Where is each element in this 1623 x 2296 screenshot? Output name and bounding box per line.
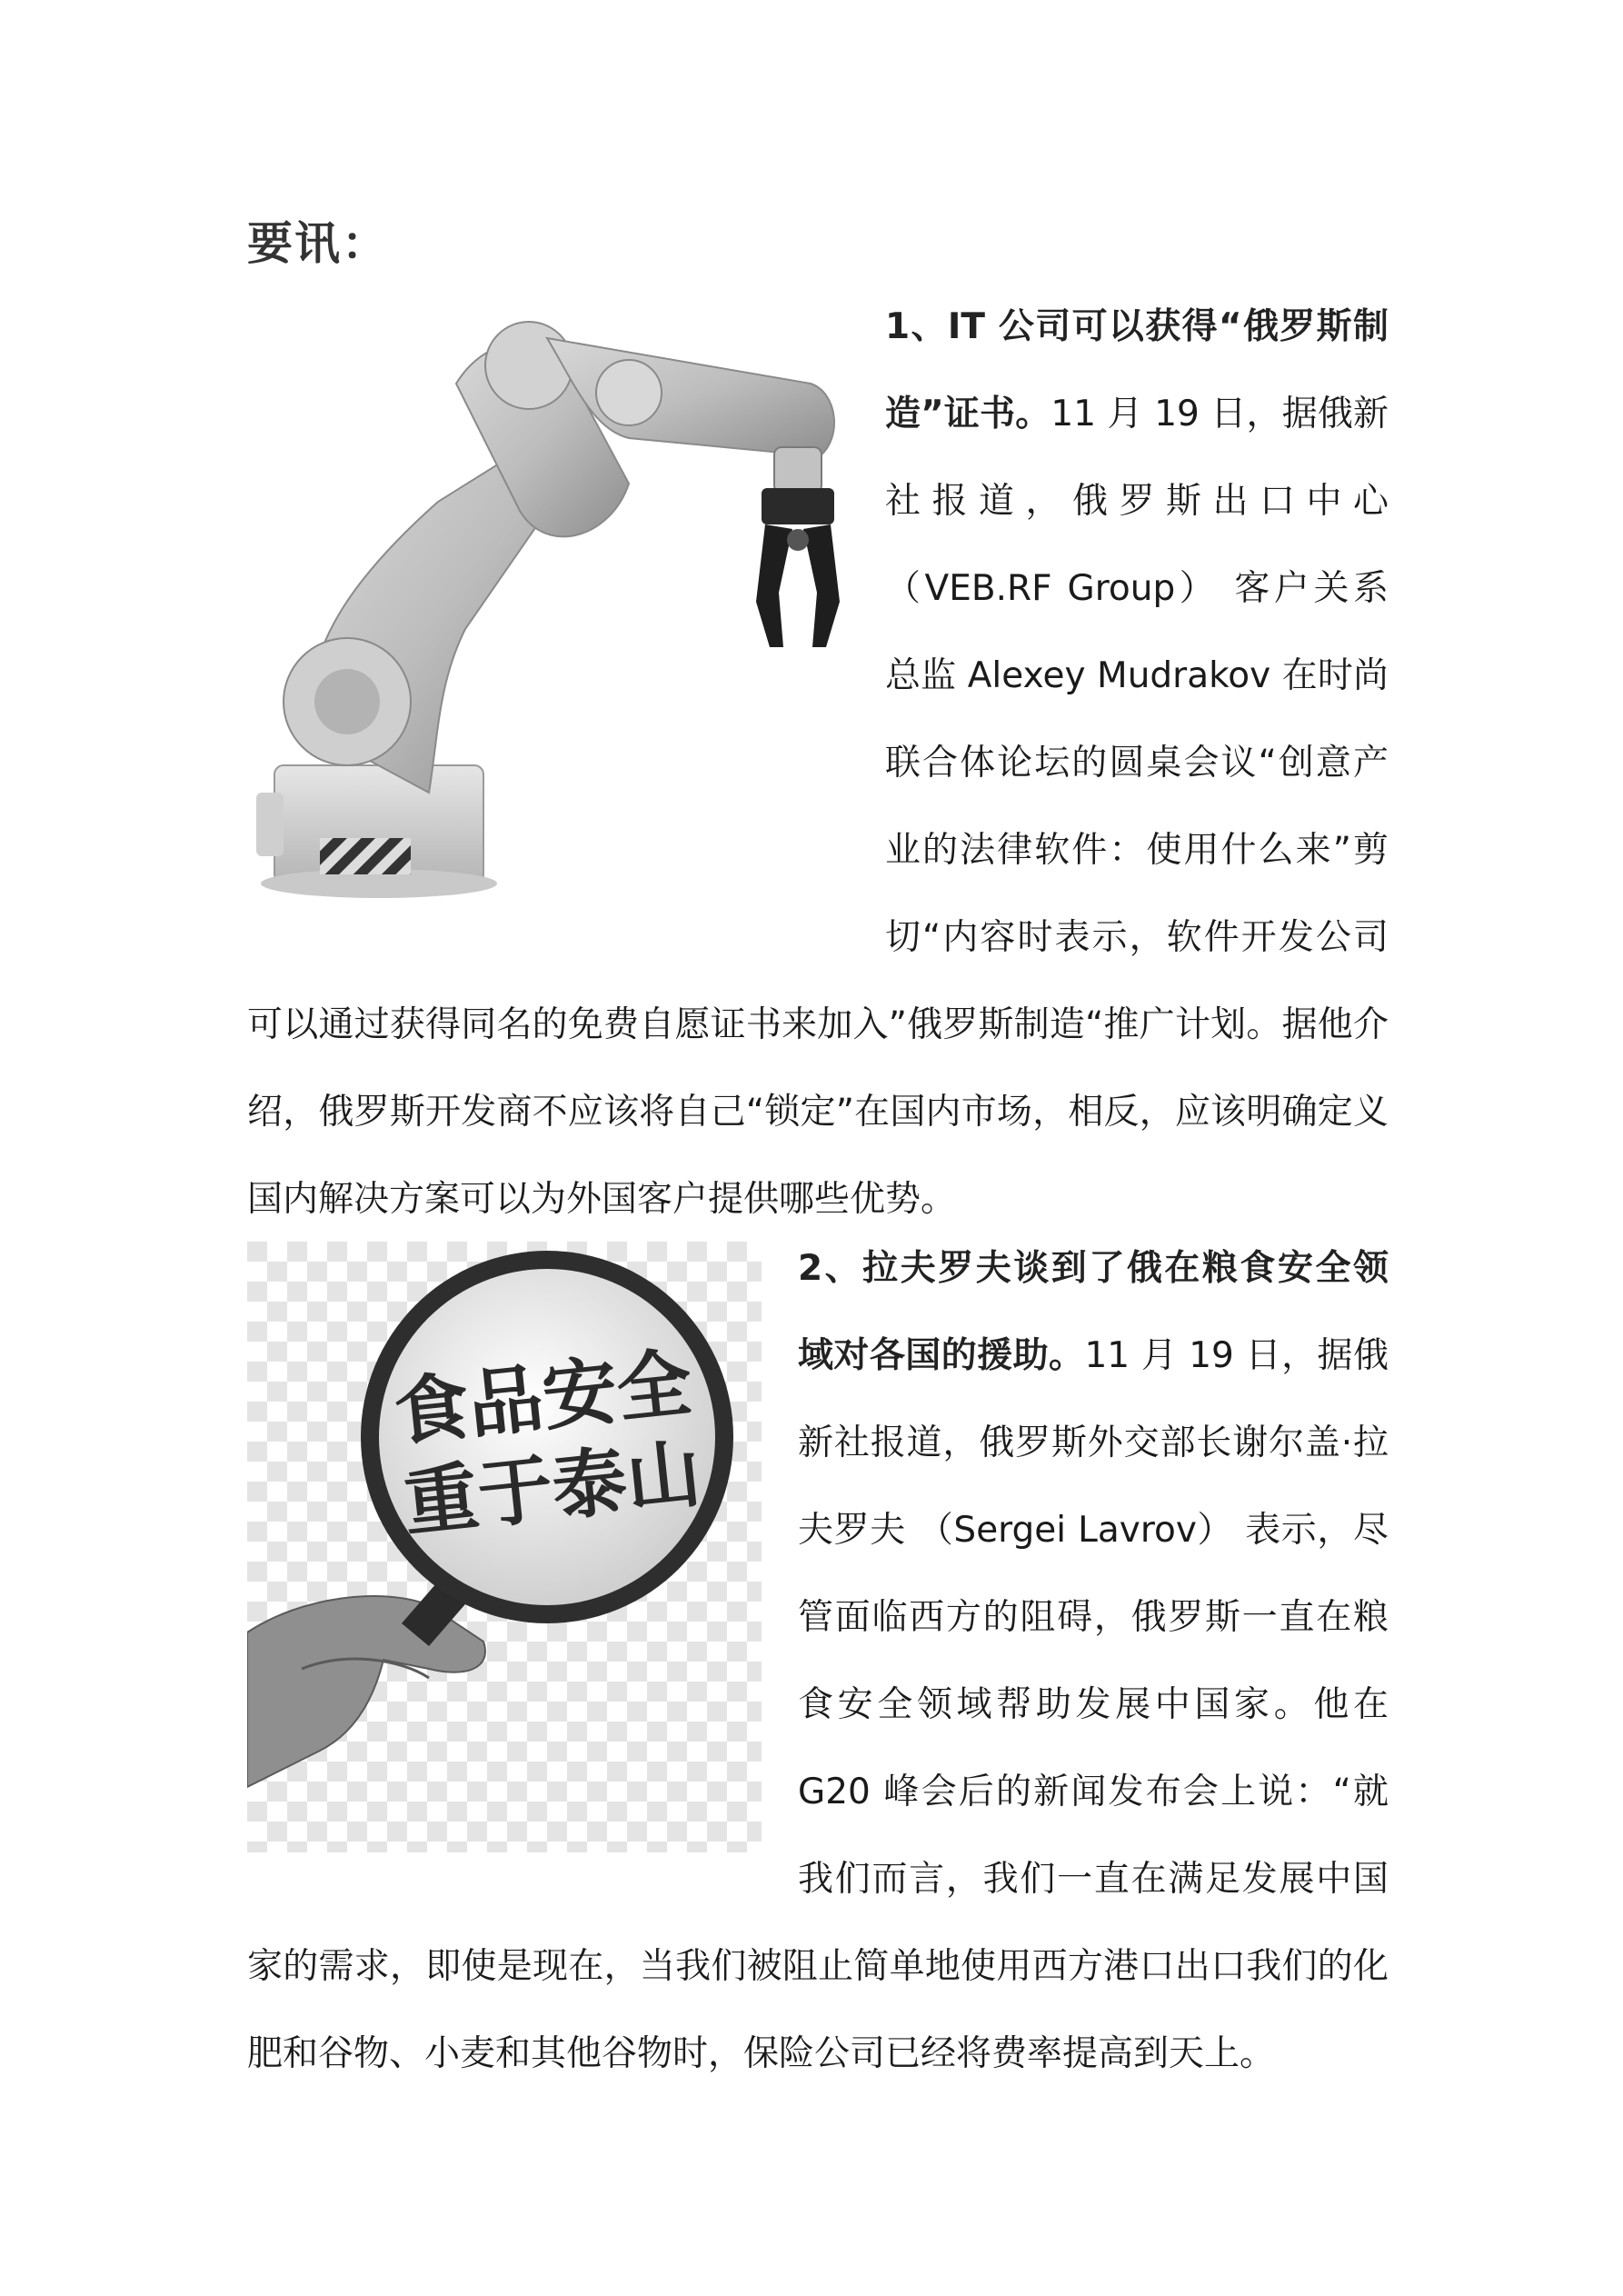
article-food-security xyxy=(247,1225,1389,2098)
article-it-certificate xyxy=(247,284,1389,1243)
article-1-body: 11 月 19 日，据俄新社报道，俄罗斯出口中心（VEB.RF Group） 客户关系总监 Alexey Mudrakov 在时尚联合体论坛的圆桌会议“创意产业的法律软件：使用什么来”剪切“内容时表示，软件开发公司可以通过获得同名的免费自愿证书来加入”俄罗斯制造“推广计划。据他介绍，俄罗斯开发商不应该将自己“锁定”在国内市场，相反，应该明确定义国内解决方案可以为外国客户提供哪些优势。 xyxy=(247,394,1389,1220)
article-1-lead: 1、IT 公司可以获得“俄罗斯制造”证书。 xyxy=(885,306,1389,434)
magnifier-text-line-1: 食品安全 xyxy=(390,1340,696,1458)
magnifier-image xyxy=(247,1242,762,1852)
page-heading: 要讯： xyxy=(247,217,389,270)
article-2-lead: 2、拉夫罗夫谈到了俄在粮食安全领域对各国的援助。 xyxy=(798,1248,1389,1376)
magnifier-text-line-2: 重于泰山 xyxy=(399,1430,706,1548)
robot-arm-image xyxy=(247,302,863,913)
article-2-body: 11 月 19 日，据俄新社报道，俄罗斯外交部长谢尔盖·拉夫罗夫 （Sergei Lavrov） 表示，尽管面临西方的阻碍，俄罗斯一直在粮食安全领域帮助发展中国家。他在 G20 峰会后的新闻发布会上说：“就我们而言，我们一直在满足发展中国家的需求，即使是现在，当我们被阻止简单地使用西方港口出口我们的化肥和谷物、小麦和其他谷物时，保险公司已经将费率提高到天上。 xyxy=(247,1335,1389,2074)
